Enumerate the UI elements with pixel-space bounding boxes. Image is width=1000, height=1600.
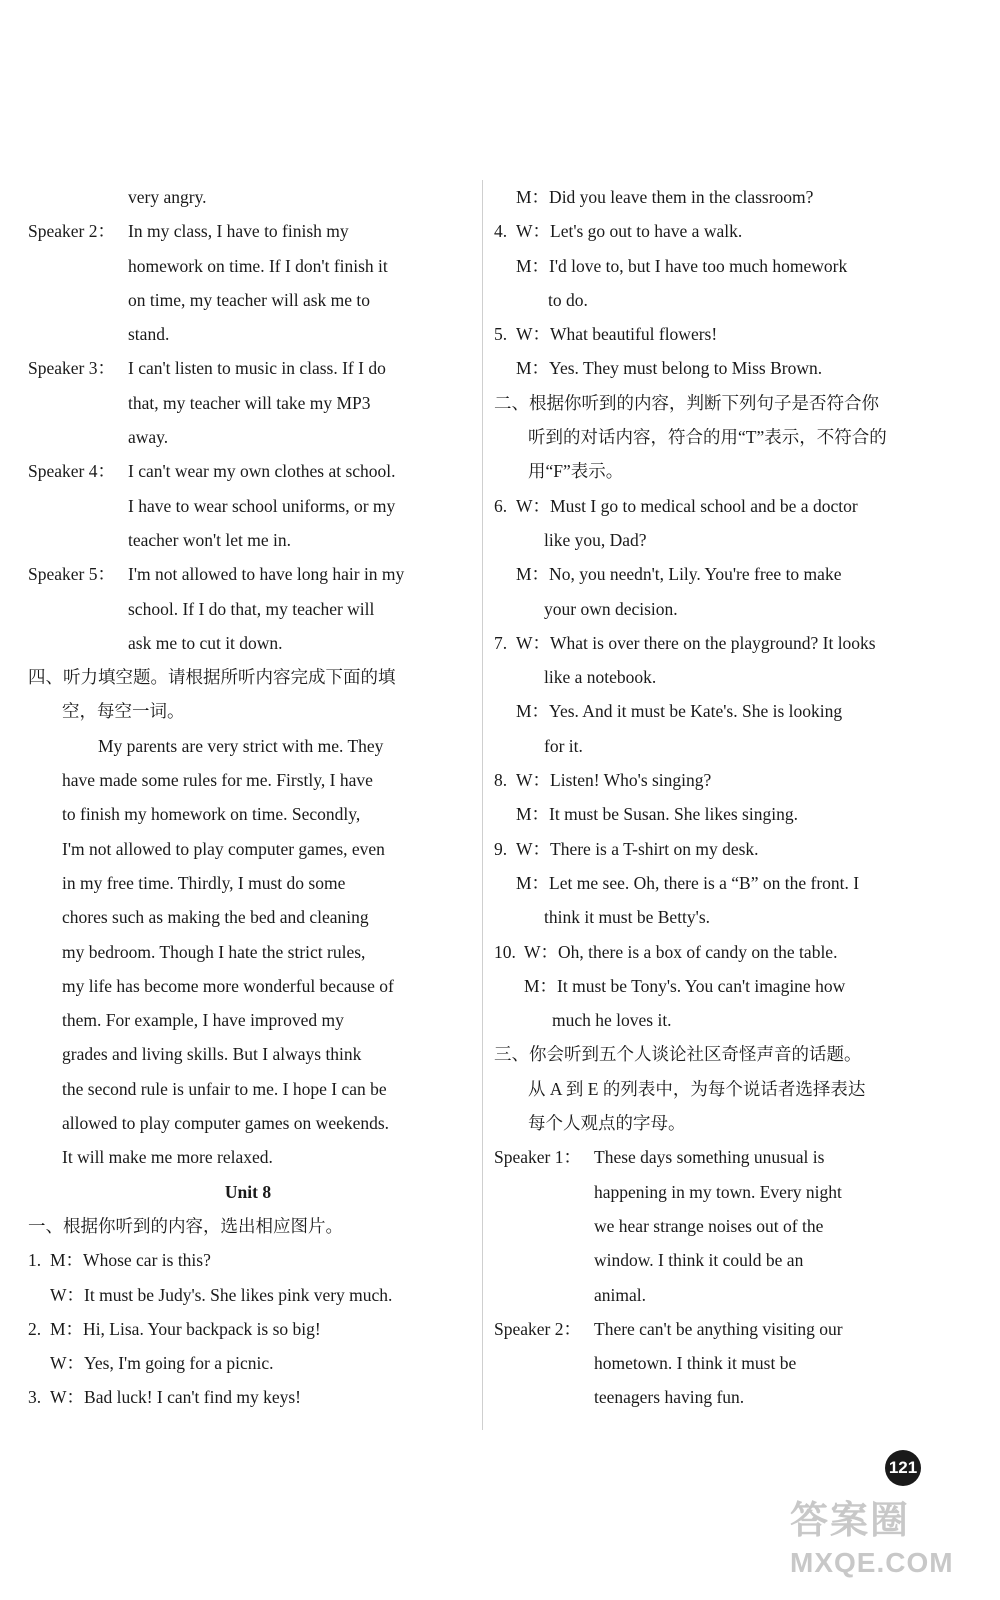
text-line: I'm not allowed to play computer games, even: [62, 838, 385, 859]
text-line: very angry.: [128, 187, 207, 207]
watermark: [790, 1495, 980, 1590]
question-number: 1.: [28, 1250, 42, 1271]
text-line: I have to wear school uniforms, or my: [128, 495, 396, 516]
text-line: homework on time. If I don't finish it: [128, 255, 388, 276]
watermark-logo-text: 答案圈: [790, 1500, 911, 1542]
speaker-label: Speaker 2：: [28, 221, 115, 242]
dialogue-line: W：Listen! Who's singing?: [516, 770, 712, 791]
question-number: 4.: [494, 221, 508, 242]
question-6: [494, 489, 934, 626]
dialogue-line: much he loves it.: [552, 1010, 672, 1031]
dialogue-line: W：Bad luck! I can't find my keys!: [50, 1387, 301, 1408]
text-line: It will make me more relaxed.: [62, 1147, 273, 1168]
question-10: [494, 935, 934, 1038]
question-4: [494, 214, 934, 317]
speaker-label: Speaker 1：: [494, 1147, 581, 1168]
text-line: hometown. I think it must be: [594, 1353, 797, 1374]
left-column: [28, 180, 468, 1415]
section-heading-2: 二、根据你听到的内容，判断下列句子是否符合你: [494, 392, 879, 413]
text-line: These days something unusual is: [594, 1147, 825, 1168]
speaker-5: [28, 557, 468, 660]
dialogue-line: W：Yes, I'm going for a picnic.: [50, 1353, 274, 1374]
dialogue-line: to do.: [548, 289, 588, 310]
text-line: to finish my homework on time. Secondly,: [62, 804, 361, 825]
text-line: happening in my town. Every night: [594, 1181, 842, 1202]
text-line: them. For example, I have improved my: [62, 1010, 344, 1031]
page-number: 121: [888, 1458, 918, 1477]
dialogue-line: W：Let's go out to have a walk.: [516, 221, 743, 242]
question-number: 7.: [494, 632, 508, 653]
text-line: school. If I do that, my teacher will: [128, 598, 375, 619]
text-line: I'm not allowed to have long hair in my: [128, 564, 405, 585]
text-line: I can't wear my own clothes at school.: [128, 461, 396, 482]
dialogue-line: M：I'd love to, but I have too much homework: [516, 255, 848, 276]
question-2: [28, 1312, 468, 1381]
dialogue-line: W：What beautiful flowers!: [516, 324, 718, 345]
section-heading-3-cont: 每个人观点的字母。: [528, 1113, 686, 1134]
speaker-4: [28, 454, 468, 557]
text-line: away.: [128, 427, 169, 448]
section-heading-2-cont: 听到的对话内容，符合的用“T”表示，不符合的: [528, 427, 887, 448]
dialogue-line: W：What is over there on the playground? It looks: [516, 632, 876, 653]
question-8: [494, 763, 934, 832]
question-number: 5.: [494, 324, 508, 345]
section-heading-4: 四、听力填空题。请根据所听内容完成下面的填: [28, 667, 396, 688]
column-divider: [482, 180, 483, 1430]
speaker-3: [28, 351, 468, 454]
text-line: teenagers having fun.: [594, 1387, 745, 1408]
dialogue-line: M：Let me see. Oh, there is a “B” on the front. I: [516, 872, 860, 893]
question-number: 2.: [28, 1318, 42, 1339]
dialogue-line: M：Did you leave them in the classroom?: [516, 187, 814, 207]
question-number: 10.: [494, 941, 516, 962]
section-heading-3: 三、你会听到五个人谈论社区奇怪声音的话题。: [494, 1044, 862, 1065]
section-heading-4-cont: 空，每空一词。: [62, 701, 185, 722]
text-line: my bedroom. Though I hate the strict rules,: [62, 941, 366, 962]
dialogue-line: M：Hi, Lisa. Your backpack is so big!: [50, 1318, 321, 1339]
speaker-label: Speaker 5：: [28, 564, 115, 585]
page-number-badge: [885, 1450, 921, 1486]
section-heading-3-cont: 从 A 到 E 的列表中，为每个说话者选择表达: [528, 1078, 866, 1099]
right-speaker-1: [494, 1140, 934, 1311]
question-1: [28, 1243, 468, 1312]
dialogue-line: your own decision.: [544, 598, 678, 619]
speaker-2: [28, 214, 468, 351]
right-speaker-2: [494, 1312, 934, 1415]
section-heading-1: 一、根据你听到的内容，选出相应图片。: [28, 1215, 343, 1236]
text-line: My parents are very strict with me. They: [98, 735, 384, 756]
text-line: ask me to cut it down.: [128, 632, 283, 653]
dialogue-line: for it.: [544, 735, 583, 756]
speaker-label: Speaker 4：: [28, 461, 115, 482]
question-3: [28, 1380, 468, 1414]
text-line: animal.: [594, 1284, 646, 1305]
section-heading-2-cont: 用“F”表示。: [528, 461, 624, 482]
dialogue-line: M：Yes. And it must be Kate's. She is looking: [516, 701, 843, 722]
text-line: allowed to play computer games on weekends.: [62, 1113, 390, 1134]
text-line: I can't listen to music in class. If I do: [128, 358, 386, 379]
text-line: window. I think it could be an: [594, 1250, 804, 1271]
text-line: that, my teacher will take my MP3: [128, 392, 371, 413]
text-line: chores such as making the bed and cleaning: [62, 907, 369, 928]
dialogue-line: W：Oh, there is a box of candy on the table.: [524, 941, 838, 962]
right-column: [494, 180, 934, 1415]
speaker-label: Speaker 2：: [494, 1318, 581, 1339]
text-line: in my free time. Thirdly, I must do some: [62, 872, 346, 893]
dialogue-line: think it must be Betty's.: [544, 907, 711, 928]
dialogue-line: like you, Dad?: [544, 529, 647, 550]
dialogue-line: W：There is a T-shirt on my desk.: [516, 838, 759, 859]
question-number: 6.: [494, 495, 508, 516]
unit-title: Unit 8: [224, 1181, 272, 1202]
dialogue-line: W：It must be Judy's. She likes pink very much.: [50, 1284, 393, 1305]
question-number: 3.: [28, 1387, 42, 1408]
dialogue-line: M：No, you needn't, Lily. You're free to make: [516, 564, 842, 585]
watermark-url: MXQE.COM: [790, 1547, 954, 1578]
text-line: we hear strange noises out of the: [594, 1215, 824, 1236]
question-5: [494, 317, 934, 386]
text-line: stand.: [128, 324, 170, 345]
speaker-label: Speaker 3：: [28, 358, 115, 379]
text-line: There can't be anything visiting our: [594, 1318, 843, 1339]
dialogue-line: M：It must be Tony's. You can't imagine how: [524, 975, 846, 996]
dialogue-line: M：Whose car is this?: [50, 1250, 211, 1271]
question-number: 8.: [494, 770, 508, 791]
dialogue-line: M：Yes. They must belong to Miss Brown.: [516, 358, 823, 379]
question-7: [494, 626, 934, 763]
dialogue-line: W：Must I go to medical school and be a doctor: [516, 495, 858, 516]
text-line: teacher won't let me in.: [128, 529, 292, 550]
question-number: 9.: [494, 838, 508, 859]
text-line: on time, my teacher will ask me to: [128, 289, 371, 310]
text-line: the second rule is unfair to me. I hope I can be: [62, 1078, 387, 1099]
dialogue-line: like a notebook.: [544, 667, 657, 688]
text-line: my life has become more wonderful because of: [62, 975, 394, 996]
question-9: [494, 832, 934, 935]
fill-in-passage: [28, 729, 468, 1175]
text-line: have made some rules for me. Firstly, I have: [62, 770, 373, 791]
text-line: grades and living skills. But I always think: [62, 1044, 362, 1065]
dialogue-line: M：It must be Susan. She likes singing.: [516, 804, 798, 825]
text-line: In my class, I have to finish my: [128, 221, 349, 242]
